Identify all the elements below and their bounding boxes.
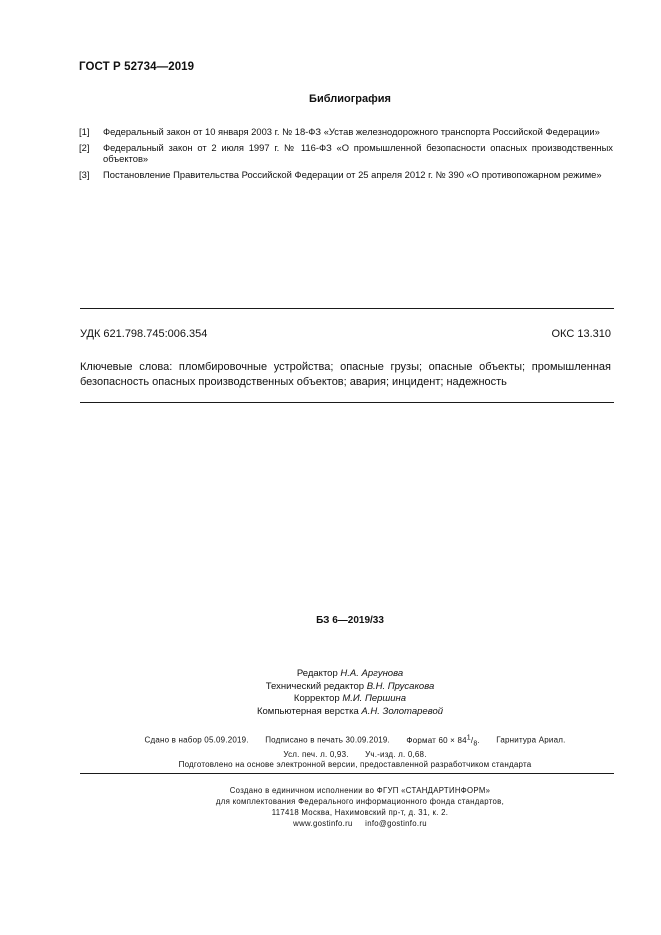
reference-text: Федеральный закон от 2 июля 1997 г. № 116-ФЗ «О промышленной безопасности опасных производственных объектов» bbox=[103, 142, 613, 164]
reference-number: [1] bbox=[79, 126, 90, 137]
footer-line-2: для комплектования Федерального информационного фонда стандартов, bbox=[215, 797, 505, 806]
reference-item bbox=[79, 169, 613, 180]
classification-row bbox=[80, 328, 611, 340]
editor-name: М.И. Першина bbox=[342, 693, 407, 704]
reference-text: Федеральный закон от 10 января 2003 г. № 18-ФЗ «Устав железнодорожного транспорта Российской Федерации» bbox=[103, 126, 600, 137]
reference-item bbox=[79, 142, 613, 164]
editors-block bbox=[180, 668, 520, 718]
editor-line bbox=[180, 668, 520, 681]
editor-role: Редактор bbox=[296, 668, 338, 679]
font-info: Гарнитура Ариал. bbox=[496, 735, 566, 745]
editor-role: Технический редактор bbox=[265, 680, 365, 692]
udk-code: УДК 621.798.745:006.354 bbox=[80, 328, 208, 340]
editor-name: В.Н. Прусакова bbox=[366, 680, 435, 692]
footer-line-3: 117418 Москва, Нахимовский пр-т, д. 31, к. 2. bbox=[271, 808, 449, 817]
reference-number: [3] bbox=[79, 169, 90, 180]
uch-izd: Уч.-изд. л. 0,68. bbox=[365, 749, 427, 759]
divider-bottom bbox=[80, 773, 614, 774]
editor-line bbox=[180, 693, 520, 706]
editor-line bbox=[180, 681, 520, 694]
reference-item bbox=[79, 126, 613, 137]
bibliography-title: Библиография bbox=[309, 93, 391, 105]
bz-number: БЗ 6—2019/33 bbox=[316, 615, 384, 626]
oks-code: ОКС 13.310 bbox=[551, 328, 611, 340]
email-link[interactable]: info@gostinfo.ru bbox=[365, 819, 427, 828]
keywords: Ключевые слова: пломбировочные устройства; опасные грузы; опасные объекты; промышленная безопасность опасных производственных объектов; авария; инцидент; надежность bbox=[80, 361, 611, 388]
print-info bbox=[90, 733, 620, 771]
editor-line bbox=[180, 706, 520, 719]
reference-number: [2] bbox=[79, 142, 90, 153]
footer-contacts bbox=[150, 818, 570, 829]
divider-top bbox=[80, 308, 614, 309]
print-line-1 bbox=[90, 733, 620, 750]
website-link[interactable]: www.gostinfo.ru bbox=[293, 819, 353, 828]
divider-keywords bbox=[80, 402, 614, 403]
print-line-2 bbox=[90, 750, 620, 761]
format-info: Формат $60 \times 84^1/_8$. bbox=[406, 734, 480, 748]
prepared-note: Подготовлено на основе электронной версии, предоставленной разработчиком стандарта bbox=[178, 760, 532, 770]
editor-name: Н.А. Аргунова bbox=[340, 668, 404, 679]
gost-code: ГОСТ Р 52734—2019 bbox=[79, 61, 195, 73]
editor-name: А.Н. Золотаревой bbox=[361, 705, 444, 717]
editor-role: Компьютерная верстка bbox=[256, 705, 359, 717]
signed-date: Подписано в печать 30.09.2019. bbox=[265, 735, 390, 745]
reference-list bbox=[79, 126, 613, 185]
editor-role: Корректор bbox=[293, 693, 340, 704]
usl-pech: Усл. печ. л. 0,93. bbox=[283, 749, 349, 759]
publisher-footer bbox=[150, 785, 570, 829]
footer-line-1: Создано в единичном исполнении во ФГУП «СТАНДАРТИНФОРМ» bbox=[229, 786, 491, 795]
submitted-date: Сдано в набор 05.09.2019. bbox=[144, 735, 249, 745]
reference-text: Постановление Правительства Российской Федерации от 25 апреля 2012 г. № 390 «О противопожарном режиме» bbox=[103, 169, 602, 180]
